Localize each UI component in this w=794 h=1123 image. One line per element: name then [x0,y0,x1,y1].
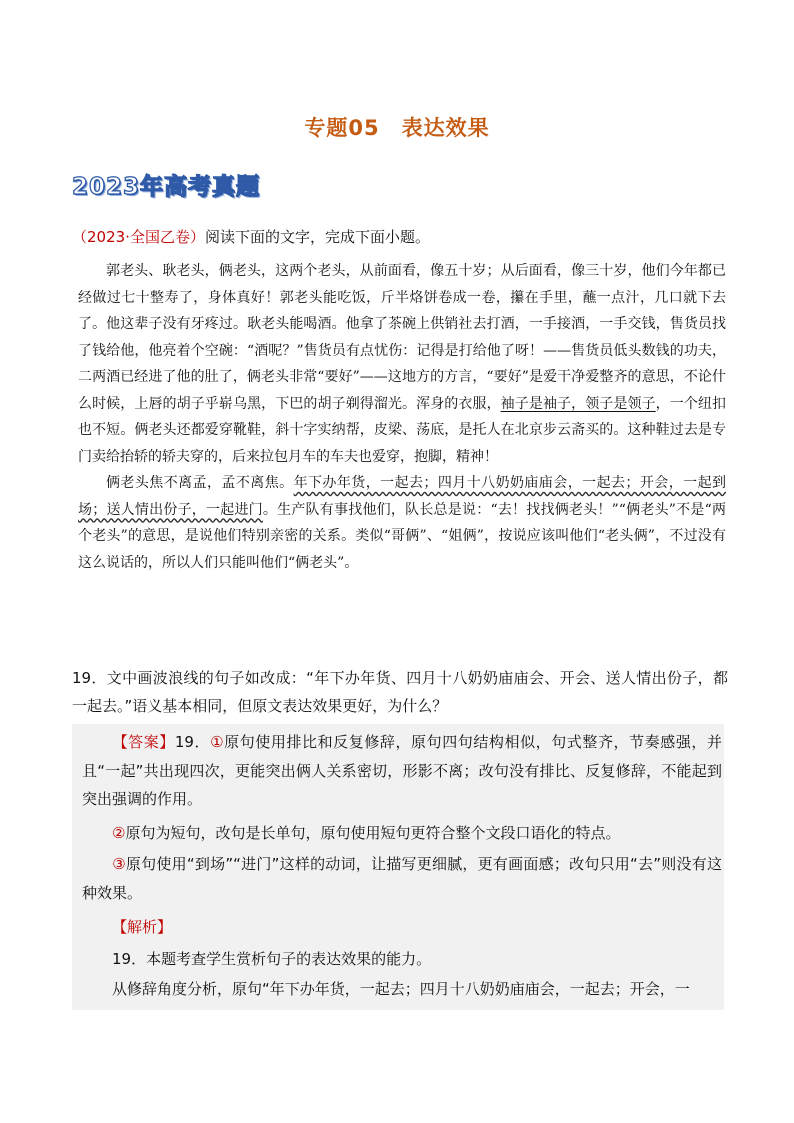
point-marker-1: ① [210,733,225,751]
point-marker-2: ② [112,824,126,842]
underlined-phrase: 袖子是袖子，领子是领子 [500,395,656,412]
passage-text: 。生产队有事找他们，队长总是说：“去！找找俩老头！”“俩老头”不是“两个老头”的意思，是说他们特别亲密的关系。类似“哥俩”、“姐俩”，按说应该叫他们“老头俩”，不过没有这么说话的，所以人们只能叫他们“俩老头”。 [78,501,726,571]
answer-label: 【答案】 [112,733,175,751]
answer-number: 19． [174,733,211,751]
point-marker-3: ③ [112,855,126,873]
answer-point-3-text: 原句使用“到场”“进门”这样的动词，让描写更细腻，更有画面感；改句只用“去”则没有这种效果。 [82,855,722,902]
analysis-text-1: 19．本题考查学生赏析句子的表达效果的能力。 [112,950,432,968]
analysis-line-1 [82,945,722,974]
answer-point-1 [82,728,722,814]
reading-passage [78,258,726,576]
passage-paragraph-2 [78,470,726,576]
passage-paragraph-1 [78,258,726,470]
analysis-text-2: 从修辞角度分析，原句“年下办年货，一起去；四月十八奶奶庙庙会，一起去；开会，一 [112,980,690,998]
passage-text: 俩老头焦不离孟，孟不离焦。 [106,475,294,491]
answer-point-3 [82,850,722,907]
question-19: 19．文中画波浪线的句子如改成：“年下办年货、四月十八奶奶庙庙会、开会、送人情出份子，都一起去。”语义基本相同，但原文表达效果更好，为什么？ [72,669,728,715]
wavy-underlined-sentence: 年下办年货，一起去；四月十八奶奶庙庙会，一起去；开会，一起到场；送人情出份子，一起进门 [78,475,727,518]
source-tag: （2023·全国乙卷） [72,228,205,246]
question-intro [72,226,732,247]
title-topic-name: 表达效果 [401,116,490,140]
intro-instruction: 阅读下面的文字，完成下面小题。 [204,228,430,246]
title-topic-number: 专题05 [304,116,380,140]
analysis-label-line [82,913,722,942]
answer-point-1-text: 原句使用排比和反复修辞，原句四句结构相似，句式整齐，节奏感强，并且“一起”共出现四次，更能突出俩人关系密切，形影不离；改句没有排比、反复修辞，不能起到突出强调的作用。 [82,733,722,808]
passage-text: ，一个纽扣也不短。俩老头还都爱穿靴鞋，斜十字实纳帮，皮梁、荡底，是托人在北京步云斋买的。这种鞋过去是专门卖给抬轿的轿夫穿的，后来拉包月车的车夫也爱穿，抱脚，精神！ [78,395,727,465]
analysis-label: 【解析】 [112,918,173,936]
passage-text: 郭老头、耿老头，俩老头，这两个老头，从前面看，像五十岁；从后面看，像三十岁，他们今年都已经做过七十整寿了，身体真好！郭老头能吃饭，斤半烙饼卷成一卷，攥在手里，蘸一点汁，几口就下去了。他这辈子没有牙疼过。耿老头能喝酒。他拿了茶碗上供销社去打酒，一手接酒，一手交钱，售货员找了钱给他，他亮着个空碗：“酒呢？”售货员有点忧伤：记得是打给他了呀！——售货员低头数钱的功夫，二两酒已经进了他的肚了，俩老头非常“要好”——这地方的方言，“要好”是爱干净爱整齐的意思，不论什么时候，上唇的胡子乎崭乌黑，下巴的胡子剃得溜光。浑身的衣服， [78,263,726,412]
answer-point-2-text: 原句为短句，改句是长单句，原句使用短句更符合整个文段口语化的特点。 [125,824,621,842]
section-heading: 2023年高考真题 [72,174,261,200]
page-title [0,112,794,142]
analysis-line-2 [82,975,722,1004]
answer-point-2 [82,819,722,848]
